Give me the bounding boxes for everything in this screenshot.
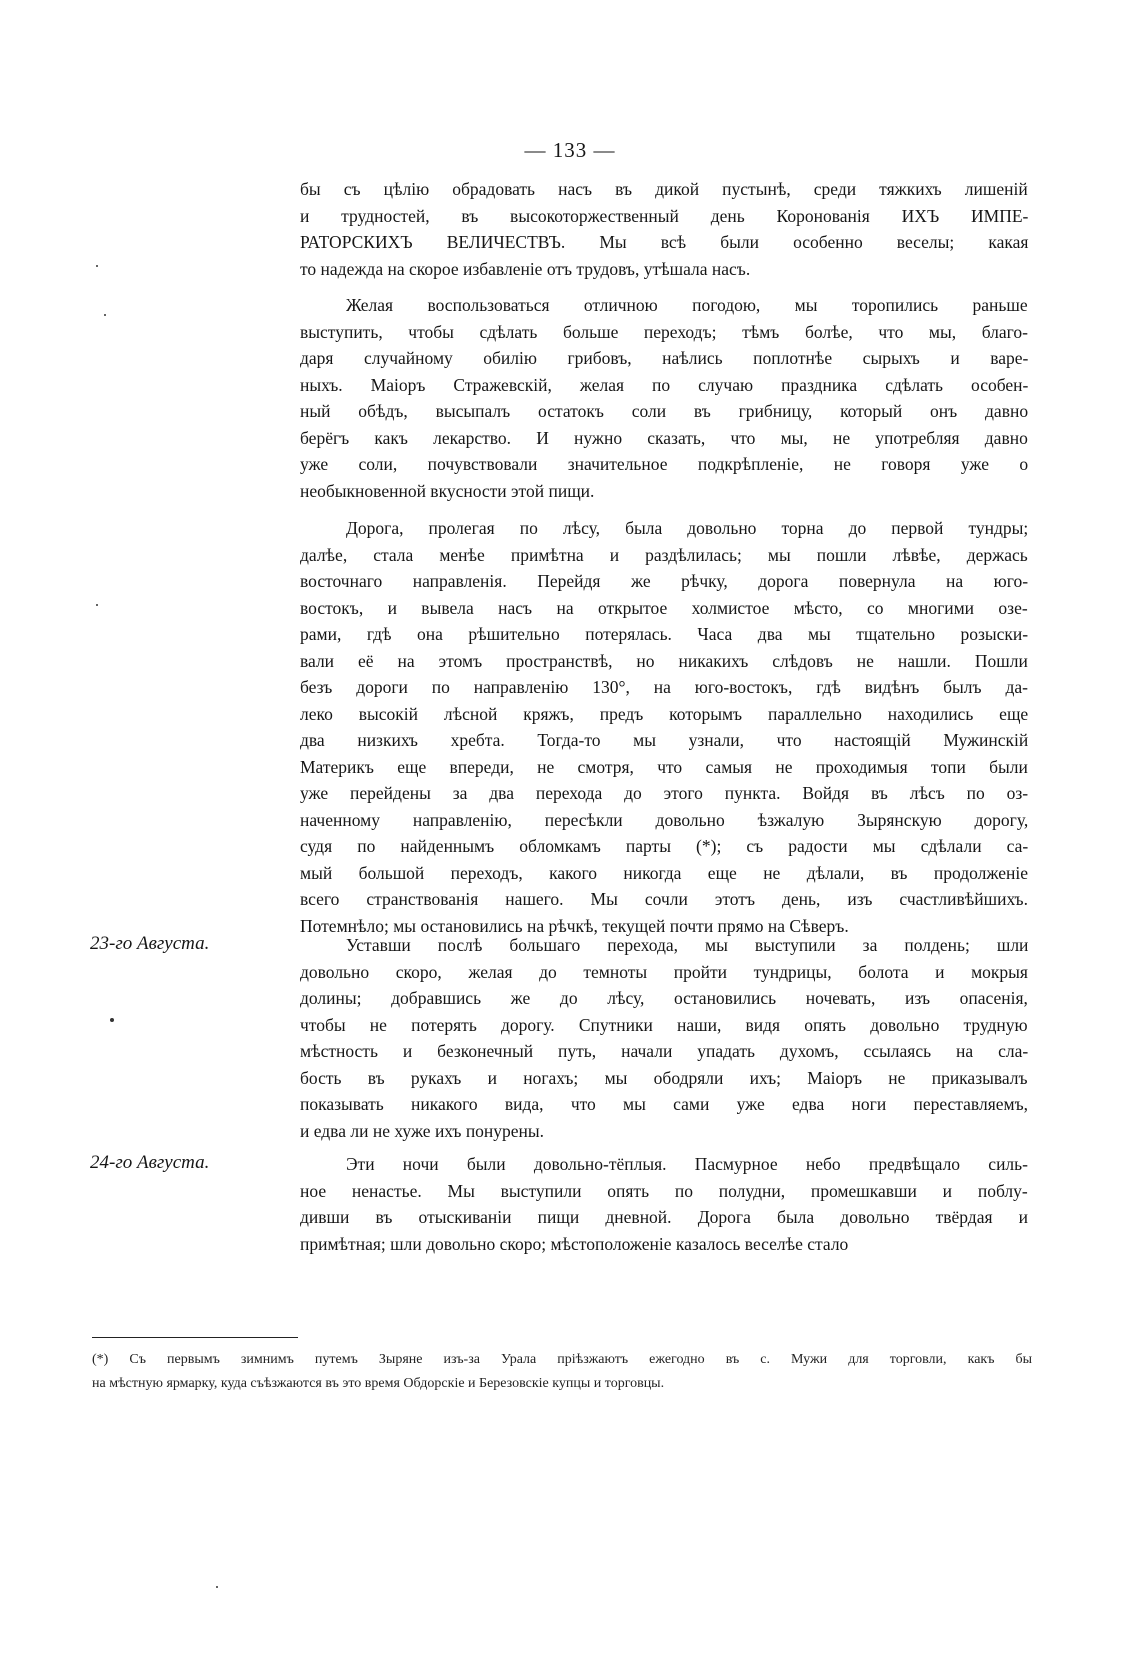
text-line: и едва ли не хуже ихъ понурены.: [300, 1120, 545, 1141]
text-line: Эти ночи были довольно-тёплыя. Пасмурное небо предвѣщало силь-: [346, 1154, 1028, 1174]
text-line: даря случайному обилію грибовъ, наѣлись поплотнѣе сырыхъ и варе-: [300, 348, 1029, 368]
text-line: мѣстность и безконечный путь, начали упадать духомъ, ссылаясь на сла-: [300, 1041, 1029, 1061]
text-line: востокъ, и вывела насъ на открытое холмистое мѣсто, со многими озе-: [300, 597, 1028, 618]
text-line: долины; добравшись же до лѣсу, остановились ночевать, изъ опасенія,: [300, 988, 1028, 1008]
scan-speck: [96, 265, 98, 267]
text-line: судя по найденнымъ обломкамъ парты (*); съ радости мы сдѣлали са-: [300, 836, 1029, 856]
scan-speck: [104, 314, 106, 316]
margin-date-23: 23-го Августа.: [90, 933, 210, 954]
text-line: примѣтная; шли довольно скоро; мѣстоположеніе казалось веселѣе стало: [300, 1233, 849, 1254]
text-line: далѣе, стала менѣе примѣтна и раздѣлилась; мы пошли лѣвѣе, держась: [300, 544, 1028, 565]
text-line: безъ дороги по направленію 130°, на юго-востокъ, гдѣ видѣнъ былъ да-: [300, 677, 1028, 697]
footnote: [92, 1348, 1032, 1396]
text-line: бы съ цѣлію обрадовать насъ въ дикой пустынѣ, среди тяжкихъ лишеній: [300, 179, 1028, 199]
paragraph-2: [300, 292, 1028, 504]
text-line: Материкъ еще впереди, не смотря, что самыя не проходимыя топи были: [300, 756, 1028, 777]
page-number: — 133 —: [524, 138, 616, 162]
text-line: Желая воспользоваться отличною погодою, мы торопились раньше: [346, 295, 1028, 315]
text-line: уже соли, почувствовали значительное подкрѣпленіе, не говоря уже о: [300, 454, 1029, 474]
text-line: мый большой переходъ, какого никогда еще не дѣлали, въ продолженіе: [300, 862, 1028, 883]
text-line: РАТОРСКИХЪ ВЕЛИЧЕСТВЪ. Мы всѣ были особенно веселы; какая: [300, 232, 1029, 252]
footnote-line: (*) Съ первымъ зимнимъ путемъ Зыряне изъ-за Урала пріѣзжаютъ ежегодно въ с. Мужи для торговли, какъ бы: [92, 1352, 1033, 1367]
text-line: Дорога, пролегая по лѣсу, была довольно торна до первой тундры;: [346, 518, 1029, 538]
text-line: чтобы не потерять дорогу. Спутники наши, видя опять довольно трудную: [300, 1014, 1028, 1035]
paragraph-5: [300, 1151, 1028, 1257]
text-line: леко высокій лѣсной кряжъ, предъ которымъ параллельно находились еще: [300, 703, 1029, 724]
text-line: дивши въ отыскиваніи пищи дневной. Дорога была довольно твёрдая и: [300, 1207, 1029, 1227]
text-line: и трудностей, въ высокоторжественный день Коронованія ИХЪ ИМПЕ-: [300, 205, 1029, 226]
text-line: уже перейдены за два перехода до этого пункта. Войдя въ лѣсъ по оз-: [300, 783, 1029, 803]
text-line: то надежда на скорое избавленіе отъ трудовъ, утѣшала насъ.: [300, 258, 751, 279]
paragraph-3: [300, 515, 1028, 939]
text-line: рами, гдѣ она рѣшительно потерялась. Часа два мы тщательно розыски-: [300, 624, 1029, 644]
text-line: наченному направленію, пересѣкли довольно ѣзжалую Зырянскую дорогу,: [300, 809, 1029, 830]
footnote-line: на мѣстную ярмарку, куда съѣзжаются въ это время Обдорскіе и Березовскіе купцы и торговцы.: [92, 1376, 665, 1391]
margin-date-24: 24-го Августа.: [90, 1152, 210, 1173]
paragraph-4: [300, 932, 1028, 1144]
text-line: вали её на этомъ пространствѣ, но никакихъ слѣдовъ не нашли. Пошли: [300, 650, 1028, 671]
text-line: всего странствованія нашего. Мы сочли этотъ день, изъ счастливѣйшихъ.: [300, 889, 1028, 909]
paragraph-1: [300, 176, 1028, 282]
text-line: восточнаго направленія. Перейдя же рѣчку, дорога повернула на юго-: [300, 571, 1029, 591]
text-line: два низкихъ хребта. Тогда-то мы узнали, что настоящій Мужинскій: [300, 730, 1029, 750]
text-line: ныхъ. Маіоръ Стражевскій, желая по случаю праздника сдѣлать особен-: [300, 374, 1029, 395]
text-line: Потемнѣло; мы остановились на рѣчкѣ, текущей почти прямо на Сѣверъ.: [300, 915, 849, 936]
scan-speck: [96, 604, 98, 606]
text-line: Уставши послѣ большаго перехода, мы выступили за полдень; шли: [346, 935, 1029, 955]
text-line: ное ненастье. Мы выступили опять по полудни, промешкавши и поблу-: [300, 1180, 1028, 1201]
text-line: довольно скоро, желая до темноты пройти тундрицы, болота и мокрыя: [300, 961, 1028, 982]
footnote-divider: [92, 1337, 298, 1338]
text-line: необыкновенной вкусности этой пищи.: [300, 480, 595, 501]
text-line: показывать никакого вида, что мы сами уже едва ноги переставляемъ,: [300, 1094, 1029, 1114]
scan-speck: [110, 1018, 114, 1022]
text-line: выступить, чтобы сдѣлать больше переходъ; тѣмъ болѣе, что мы, благо-: [300, 321, 1029, 342]
text-line: берёгъ какъ лекарство. И нужно сказать, что мы, не употребляя давно: [300, 427, 1028, 448]
scan-speck: [216, 1586, 218, 1588]
text-line: бость въ рукахъ и ногахъ; мы ободряли ихъ; Маіоръ не приказывалъ: [300, 1067, 1028, 1088]
text-line: ный обѣдъ, высыпалъ остатокъ соли въ грибницу, который онъ давно: [300, 401, 1029, 421]
